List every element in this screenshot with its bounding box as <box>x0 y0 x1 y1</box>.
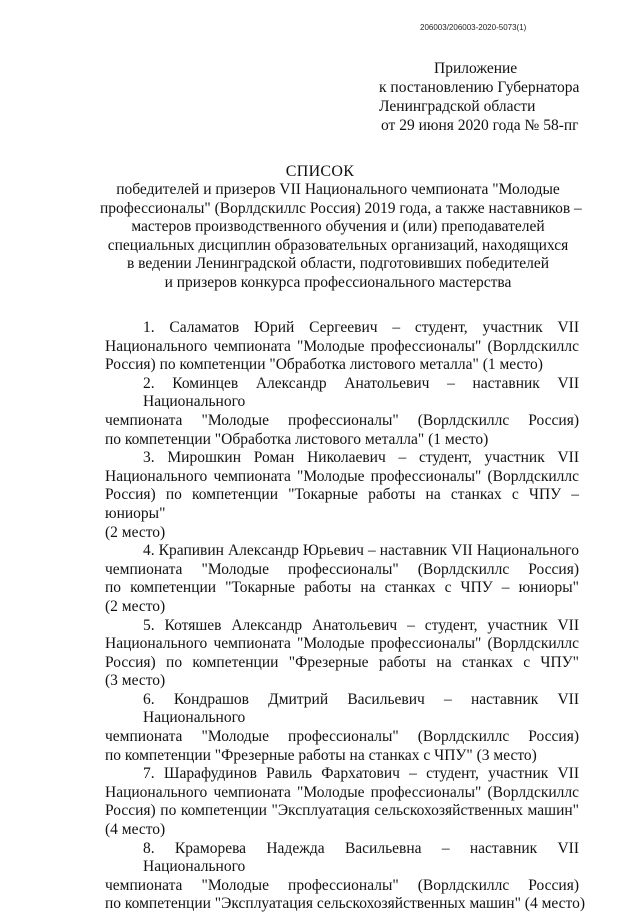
list-item-line: Национального чемпионата "Молодые профессионалы" (Ворлдскиллс <box>105 635 579 653</box>
list-item <box>105 617 579 691</box>
list-item-line: чемпионата "Молодые профессионалы" (Ворлдскиллс Россия) <box>105 728 579 746</box>
document-title: СПИСОК <box>285 163 355 180</box>
list-item <box>105 691 579 765</box>
list-item-line: Россия) по компетенции "Токарные работы на станках с ЧПУ – юниоры" <box>105 486 579 522</box>
list-item-line: 1. Саламатов Юрий Сергеевич – студент, участник VII <box>143 319 579 336</box>
list-item-line: 5. Котяшев Александр Анатольевич – студент, участник VII <box>143 616 579 634</box>
list-item-line: 8. Краморева Надежда Васильевна – наставник VII Национального <box>143 839 579 876</box>
list-item-line: чемпионата "Молодые профессионалы" (Ворлдскиллс Россия) <box>105 560 579 578</box>
list-item-line: (3 место) <box>105 672 166 690</box>
list-item-line: (2 место) <box>105 523 166 541</box>
list-item-line: 6. Кондрашов Дмитрий Васильевич – наставник VII Национального <box>143 690 579 727</box>
list-item-line: Национального чемпионата "Молодые профессионалы" (Ворлдскиллс <box>105 467 579 485</box>
appendix-decree-ref: к постановлению Губернатора <box>379 79 580 96</box>
list-item-line: 3. Мирошкин Роман Николаевич – студент, участник VII <box>143 449 579 467</box>
list-item <box>105 765 579 839</box>
list-item-line: по компетенции "Обработка листового металла" (1 место) <box>105 430 489 448</box>
subtitle-line: в ведении Ленинградской области, подготовивших победителей <box>126 255 550 272</box>
subtitle-line: профессионалы" (Ворлдскиллс Россия) 2019 года, а также наставников – <box>100 199 582 217</box>
list-item-line: по компетенции "Фрезерные работы на станках с ЧПУ" (3 место) <box>105 746 537 764</box>
subtitle-line: победителей и призеров VII Национального чемпионата "Молодые <box>116 181 560 198</box>
subtitle-line: мастеров производственного обучения и (или) преподавателей <box>131 218 545 235</box>
list-item-line: 7. Шарафудинов Равиль Фархатович – студент, участник VII <box>143 765 579 783</box>
list-item-line: по компетенции "Токарные работы на станках с ЧПУ – юниоры" <box>105 579 579 597</box>
appendix-label: Приложение <box>434 60 518 77</box>
list-item-line: по компетенции "Эксплуатация сельскохозяйственных машин" (4 место) <box>105 895 586 913</box>
subtitle-line: специальных дисциплин образовательных организаций, находящихся <box>107 236 569 254</box>
list-item-line: чемпионата "Молодые профессионалы" (Ворлдскиллс Россия) <box>105 411 579 429</box>
appendix-region: Ленинградской области <box>379 98 536 115</box>
appendix-date-number: от 29 июня 2020 года № 58-пг <box>381 117 579 134</box>
list-item-line: 4. Крапивин Александр Юрьевич – наставник VII Национального <box>143 542 579 560</box>
list-item <box>105 449 579 542</box>
list-item <box>105 375 579 449</box>
list-item-line: (4 место) <box>105 821 166 839</box>
list-item-line: (2 место) <box>105 597 166 615</box>
list-item <box>105 839 586 914</box>
list-item <box>105 319 579 375</box>
list-item-line: Национального чемпионата "Молодые профессионалы" (Ворлдскиллс <box>105 337 579 355</box>
appendix-header <box>364 59 594 135</box>
document-id: 206003/206003-2020-5073(1) <box>420 23 527 32</box>
list-item-line: 2. Коминцев Александр Анатольевич – наставник VII Национального <box>143 374 579 411</box>
list-item-line: Национального чемпионата "Молодые профессионалы" (Ворлдскиллс <box>105 783 579 801</box>
document-subtitle <box>100 181 582 292</box>
list-item-line: Россия) по компетенции "Эксплуатация сельскохозяйственных машин" <box>105 802 579 820</box>
list-item-line: чемпионата "Молодые профессионалы" (Ворлдскиллс Россия) <box>105 876 579 894</box>
winners-list <box>105 319 586 914</box>
list-item <box>105 542 579 616</box>
list-item-line: Россия) по компетенции "Фрезерные работы на станках с ЧПУ" <box>105 653 579 671</box>
list-item-line: Россия) по компетенции "Обработка листового металла" (1 место) <box>105 356 543 374</box>
subtitle-line: и призеров конкурса профессионального мастерства <box>164 273 512 291</box>
